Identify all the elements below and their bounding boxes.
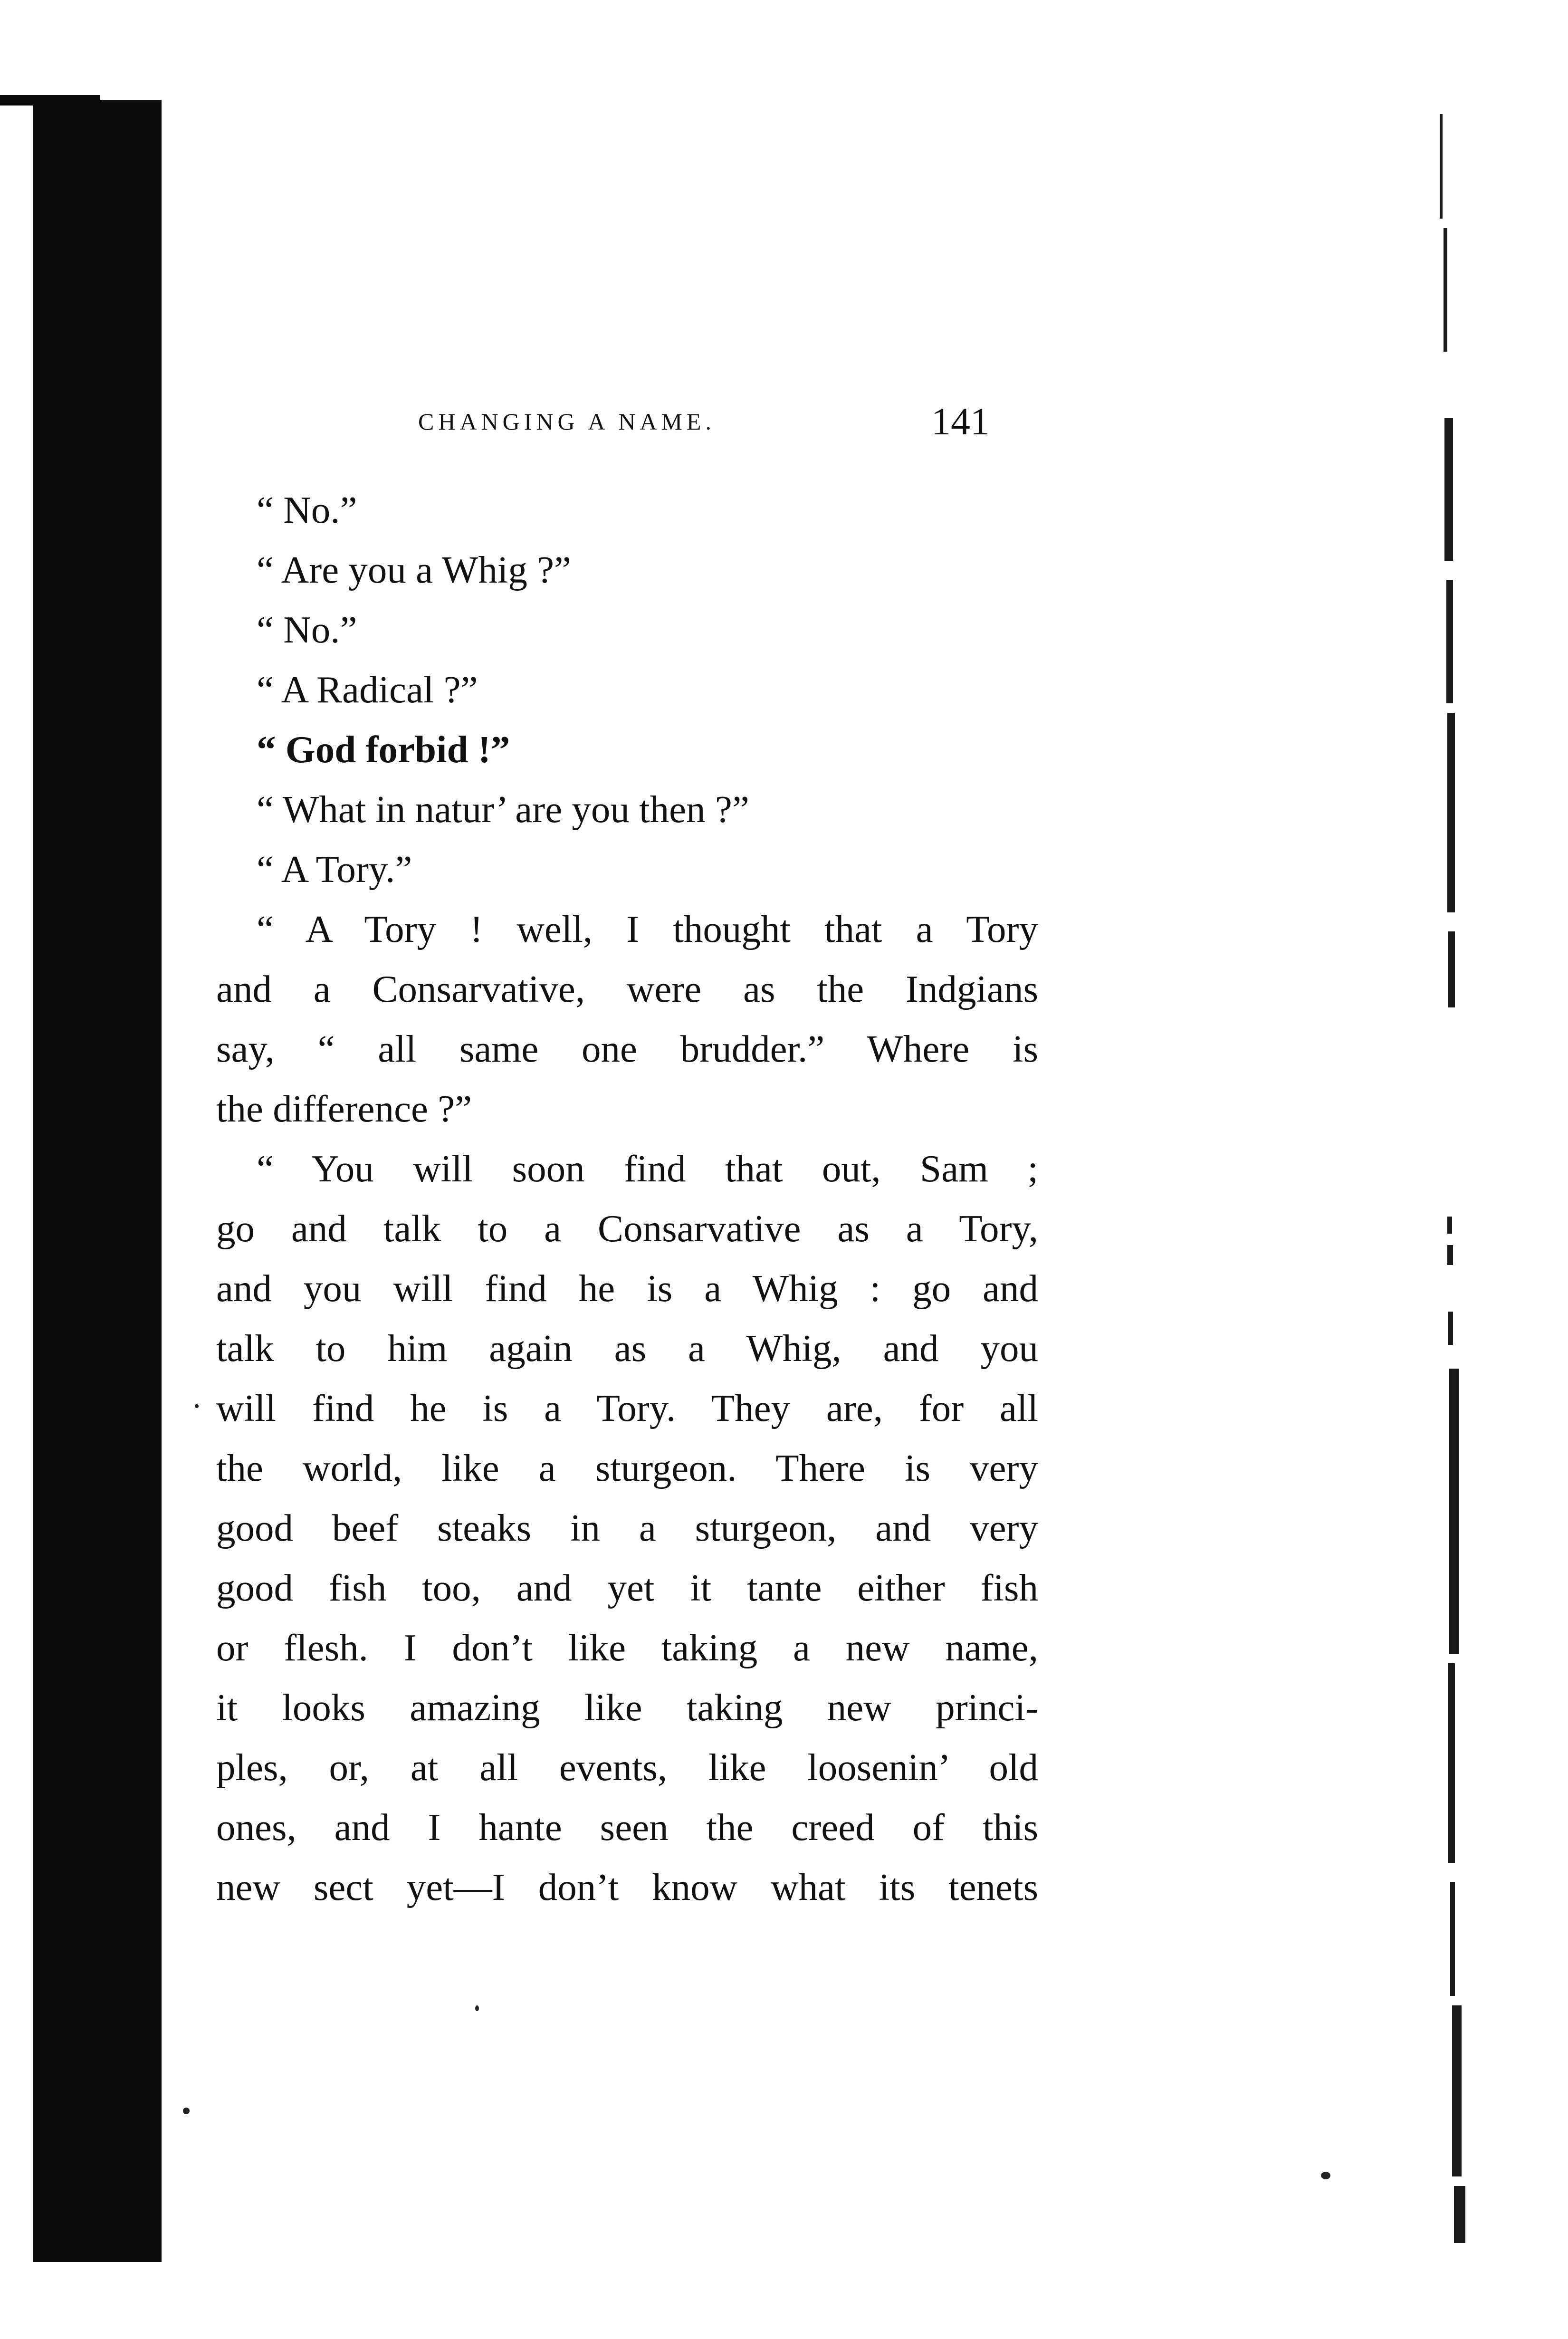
text-line: and a Consarvative, were as the Indgians [216,968,1038,1010]
text-line: ples, or, at all events, like loosenin’ old [216,1746,1038,1789]
text-line: will find he is a Tory. They are, for all [216,1387,1038,1429]
text-line: “ What in natur’ are you then ?” [257,788,749,831]
text-line: the difference ?” [216,1087,472,1130]
text-line: talk to him again as a Whig, and you [216,1327,1038,1370]
page-number: 141 [931,400,990,443]
text-line: or flesh. I don’t like taking a new name, [216,1626,1038,1669]
text-line: “ No.” [257,489,357,531]
text-line: good beef steaks in a sturgeon, and very [216,1506,1038,1549]
text-line: “ God forbid !” [257,728,510,771]
text-line: good fish too, and yet it tante either fish [216,1566,1038,1609]
body-text [216,480,1038,1917]
text-line: say, “ all same one brudder.” Where is [216,1027,1038,1070]
text-line: “ A Tory.” [257,848,412,891]
page-header [418,399,1036,451]
text-line: “ A Tory ! well, I thought that a Tory [257,908,1038,950]
text-line: it looks amazing like taking new princi- [216,1686,1038,1729]
text-line: “ No.” [257,608,357,651]
binding-edge-bar [33,100,162,2262]
text-line: go and talk to a Consarvative as a Tory, [216,1207,1038,1250]
text-line: “ Are you a Whig ?” [257,548,572,591]
text-line: “ A Radical ?” [257,668,478,711]
text-line: new sect yet—I don’t know what its tenets [216,1866,1038,1908]
text-line: and you will find he is a Whig : go and [216,1267,1038,1310]
text-line: ones, and I hante seen the creed of this [216,1806,1038,1849]
running-head: CHANGING A NAME. [418,408,716,435]
scan-edge-marks [1406,86,1482,2253]
text-line: “ You will soon find that out, Sam ; [257,1147,1038,1190]
text-line: the world, like a sturgeon. There is very [216,1447,1038,1489]
